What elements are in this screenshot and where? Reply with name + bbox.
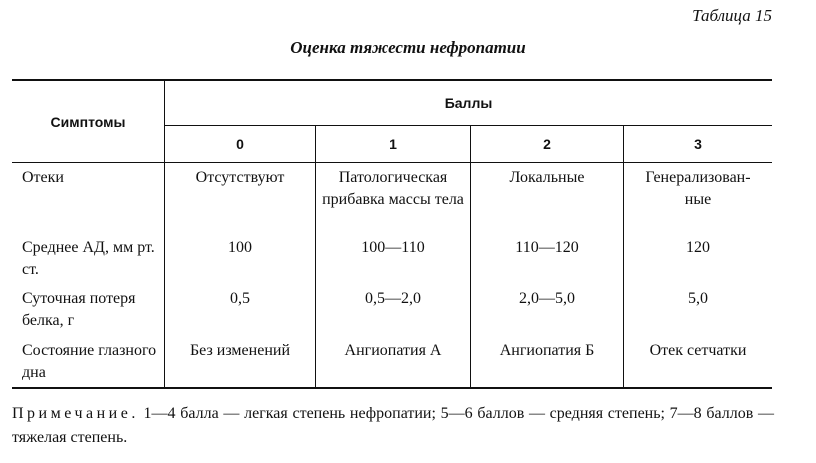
table-cell: 100—110 <box>316 233 471 284</box>
table-cell: Без изменений <box>165 336 316 388</box>
table-cell: Отсутствуют <box>165 163 316 233</box>
table-cell: Отек сетчатки <box>649 341 747 359</box>
table-number: Таблица 15 <box>692 6 772 25</box>
table-cell: Генерализован-ные <box>645 169 751 208</box>
header-score-0: 0 <box>165 126 316 163</box>
header-score-2: 2 <box>471 126 624 163</box>
table-cell: 5,0 <box>688 289 708 307</box>
table-cell: 110—120 <box>471 233 624 284</box>
table-cell: 0,5—2,0 <box>316 284 471 336</box>
header-score-1: 1 <box>316 126 471 163</box>
row-label: Среднее АД, мм рт. ст. <box>12 233 165 284</box>
header-symptoms: Симптомы <box>12 80 165 163</box>
table-cell: Ангиопатия А <box>316 336 471 388</box>
note-label: Примечание. <box>12 405 139 422</box>
table-cell: Патологическая прибавка массы тела <box>316 163 471 233</box>
table-title: Оценка тяжести нефропатии <box>290 38 526 57</box>
row-label: Суточная потеря белка, г <box>12 284 165 336</box>
note-text: 1—4 балла — легкая степень нефропатии; 5—6 баллов — средняя степень; 7—8 баллов — тяжелая степень. <box>12 405 775 446</box>
table-row <box>12 163 772 233</box>
table-row <box>12 233 772 284</box>
table-note <box>12 402 774 450</box>
header-points: Баллы <box>165 80 773 126</box>
table-cell: 0,5 <box>165 284 316 336</box>
row-label: Отеки <box>12 163 165 233</box>
header-score-3: 3 <box>624 126 773 163</box>
table-row <box>12 284 772 336</box>
table-cell: Локальные <box>471 163 624 233</box>
table-cell: 120 <box>686 238 710 256</box>
table-row <box>12 336 772 388</box>
table-cell: 100 <box>165 233 316 284</box>
nephropathy-table <box>12 79 772 389</box>
table-cell: Ангиопатия Б <box>471 336 624 388</box>
table-cell: 2,0—5,0 <box>471 284 624 336</box>
row-label: Состояние глазного дна <box>12 336 165 388</box>
